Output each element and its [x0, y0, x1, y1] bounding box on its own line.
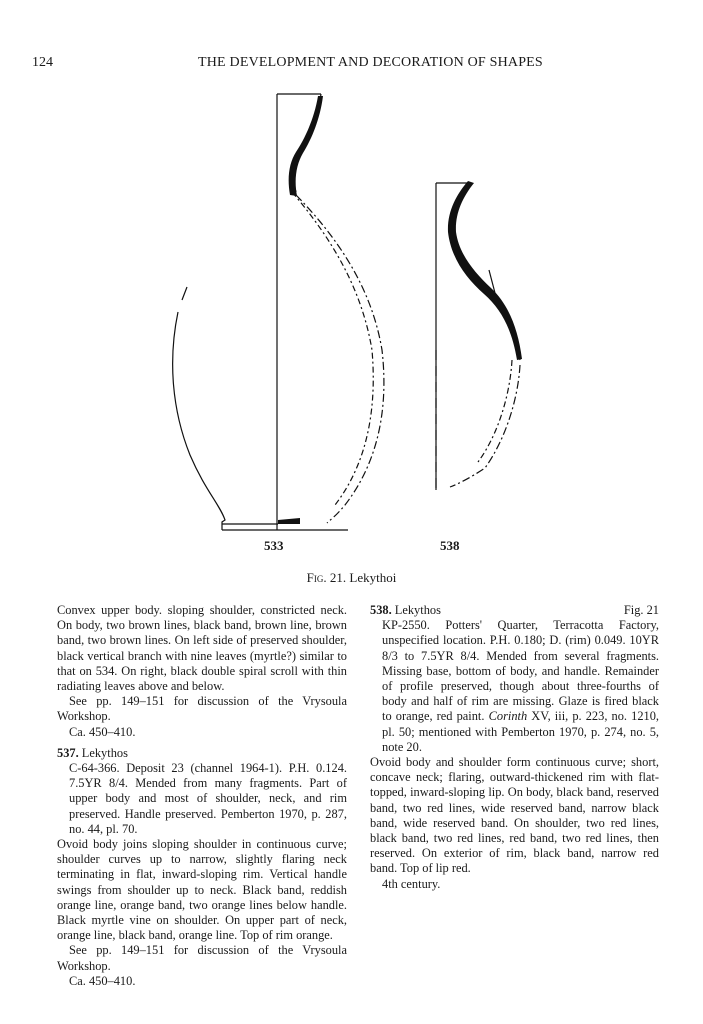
- entry-536-see-also: See pp. 149–151 for discussion of the Vrysoula Workshop.: [57, 694, 347, 724]
- glaze-neck-533: [289, 96, 323, 196]
- entry-538-catalog-series: Corinth: [488, 709, 528, 724]
- entry-537-date: Ca. 450–410.: [69, 973, 136, 988]
- page-number: 124: [32, 55, 53, 70]
- running-head: THE DEVELOPMENT AND DECORATION OF SHAPES: [198, 55, 543, 70]
- inner-profile-533: [292, 192, 373, 505]
- entry-536-description: Convex upper body. sloping shoulder, constricted neck. On body, two brown lines, black band, brown line, brown band, two brown lines. On left side of preserved shoulder, black vertical branch with nine leaves (myrtle?) similar to that on 534. On right, black double spiral scroll with thin radiating leaves above and below.: [57, 603, 347, 694]
- entry-537-see-also: See pp. 149–151 for discussion of the Vrysoula Workshop.: [57, 943, 347, 973]
- entry-537-description: Ovoid body joins sloping shoulder in continuous curve; shoulder curves up to narrow, slightly flaring neck terminating in flat, inward-sloping rim. Vertical handle swings from shoulder up to neck. Black band, reddish orange line, orange band, two orange lines below handle. Black myrtle vine on shoulder. On upper part of neck, orange line, black band, orange line. Top of rim orange.: [57, 837, 347, 943]
- entry-538-catalog-part2: XV, iii, p. 223, no. 1210, pl. 50; mentioned with Pemberton 1970, p. 274, no. 5, note 20.: [382, 709, 660, 754]
- entry-538-description: Ovoid body and shoulder form continuous curve; short, concave neck; flaring, outward-thickened rim with flat-topped, inward-sloping lip. On body, black band, reserved band, two red lines, wide reserved band, narrow black band, wide reserved band. On shoulder, two red lines, black band, two red lines, red band, two red lines, then reserved. On exterior of rim, black band, narrow red band. Top of lip red.: [370, 755, 659, 876]
- entry-538-name: Lekythos: [394, 603, 441, 617]
- figure-label-533: 533: [264, 538, 284, 553]
- figure-caption: [0, 570, 703, 586]
- entry-537-number: 537.: [57, 745, 79, 760]
- lekythos-533-drawing: [173, 94, 384, 530]
- outer-profile-538: [452, 182, 520, 360]
- glaze-base-533: [278, 518, 300, 524]
- figure-caption-text: 21. Lekythoi: [329, 570, 397, 585]
- entry-536-date: Ca. 450–410.: [69, 724, 136, 739]
- entry-537-catalog: C-64-366. Deposit 23 (channel 1964-1). P.H. 0.124. 7.5YR 8/4. Mended from many fragments. Part of upper body and most of shoulder, neck, and rim preserved. Handle preserved. Pemberton 1970, p. 287, no. 44, pl. 70.: [69, 761, 347, 836]
- base-533: [222, 524, 348, 530]
- entry-538-number: 538.: [370, 603, 392, 617]
- figure-label-538: 538: [440, 538, 460, 553]
- glaze-profile-538: [448, 181, 522, 360]
- entry-538-figure-reference: Fig. 21: [623, 603, 659, 617]
- inner-lower-538: [478, 360, 512, 462]
- entry-538-catalog: [382, 618, 659, 755]
- entry-537-heading: [57, 746, 347, 761]
- right-column: [370, 603, 659, 892]
- left-profile-533: [173, 287, 225, 530]
- lekythoi-profile-drawings: [0, 85, 703, 555]
- entry-538-catalog-part1: KP-2550. Potters' Quarter, Terracotta Factory, unspecified location. P.H. 0.180; D. (rim) 0.049. 10YR 8/3 to 7.5YR 8/4. Mended from several fragments. Missing base, bottom of body, and handle. Remainder of profile preserved, though about three-fourths of body and half of rim are missing. Glaze is fired black to orange, red paint.: [382, 618, 659, 724]
- entry-538-heading: [370, 603, 659, 618]
- page-header: [32, 55, 671, 73]
- body-profile-533: [296, 195, 384, 523]
- left-column: [57, 603, 347, 989]
- entry-537-name: Lekythos: [81, 745, 128, 760]
- figure-caption-prefix: Fig.: [306, 570, 327, 585]
- entry-538-date: 4th century.: [382, 876, 441, 891]
